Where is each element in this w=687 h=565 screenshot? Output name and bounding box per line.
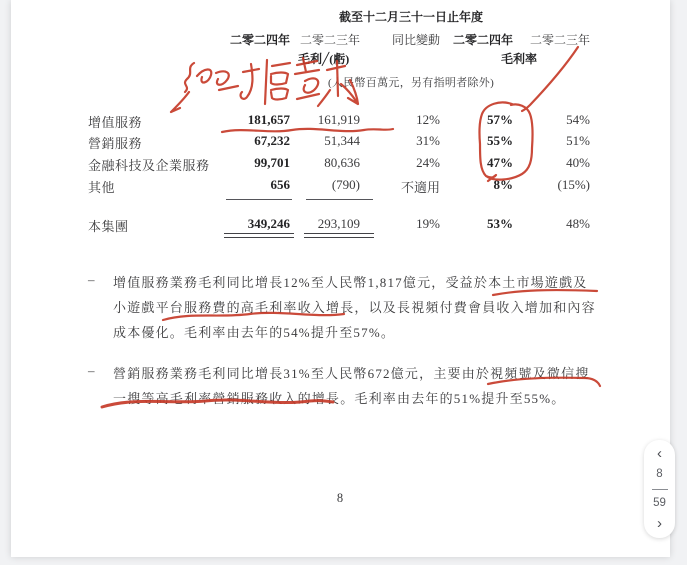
bullet-text-line: 增值服務業務毛利同比增長12%至人民幣1,817億元，受益於本土市場遊戲及 bbox=[113, 275, 588, 290]
previous-page-button[interactable] bbox=[657, 447, 662, 461]
total-yoy: 19% bbox=[416, 216, 440, 231]
row-gp-2023: 161,919 bbox=[317, 112, 360, 127]
col-header-yoy: 同比變動 bbox=[391, 33, 440, 47]
col-header-2023-gp: 二零二三年 bbox=[299, 33, 360, 47]
total-gp-2024: 349,246 bbox=[247, 216, 290, 231]
row-margin-2023: 54% bbox=[566, 112, 590, 127]
page-count-divider bbox=[652, 489, 668, 490]
bullet-text-line: 營銷服務業務毛利同比增長31%至人民幣672億元，主要由於視頻號及微信搜 bbox=[113, 366, 590, 381]
row-gp-2023: 51,344 bbox=[324, 133, 360, 148]
row-margin-2024: 55% bbox=[487, 133, 513, 148]
bullet-marker: – bbox=[88, 363, 95, 378]
table-grand-total-double-rule-left bbox=[224, 233, 294, 238]
table-column-header-row bbox=[88, 31, 590, 51]
row-gp-2024: 181,657 bbox=[247, 112, 290, 127]
chevron-right-icon: › bbox=[657, 515, 662, 532]
bullet-text-line: 小遊戲平台服務費的高毛利率收入增長，以及長視頻付費會員收入增加和內容 bbox=[113, 300, 596, 315]
bullet-text-line: 一搜等高毛利率營銷服務收入的增長。毛利率由去年的51%提升至55%。 bbox=[113, 391, 566, 406]
row-gp-2024: 656 bbox=[270, 177, 290, 192]
table-period-header: 截至十二月三十一日止年度 bbox=[338, 10, 483, 24]
row-margin-2023: 51% bbox=[566, 133, 590, 148]
table-row bbox=[88, 112, 590, 132]
gross-profit-group-header: 毛利╱(虧) bbox=[298, 52, 350, 66]
page-footer-number: 8 bbox=[336, 491, 344, 505]
table-row bbox=[88, 155, 590, 175]
row-yoy: 12% bbox=[416, 112, 440, 127]
row-margin-2023: 40% bbox=[566, 155, 590, 170]
total-margin-2024: 53% bbox=[487, 216, 513, 231]
bullet-text-line: 成本優化。毛利率由去年的54%提升至57%。 bbox=[113, 325, 396, 340]
row-yoy: 不適用 bbox=[400, 180, 440, 195]
row-gp-2024: 99,701 bbox=[254, 155, 290, 170]
unit-note: (人民幣百萬元，另有指明者除外) bbox=[327, 77, 495, 89]
total-pages-number: 59 bbox=[653, 496, 666, 509]
row-gp-2024: 67,232 bbox=[254, 133, 290, 148]
row-margin-2024: 47% bbox=[487, 155, 513, 170]
row-gp-2023: 80,636 bbox=[324, 155, 360, 170]
table-subtotal-rule-left bbox=[226, 199, 292, 200]
chevron-left-icon: ‹ bbox=[657, 445, 662, 462]
row-label: 其他 bbox=[88, 180, 116, 195]
row-yoy: 31% bbox=[416, 133, 440, 148]
table-grand-total-double-rule-right bbox=[304, 233, 374, 238]
col-header-2024-margin: 二零二四年 bbox=[452, 33, 513, 47]
row-label: 金融科技及企業服務 bbox=[88, 158, 210, 173]
row-margin-2024: 8% bbox=[493, 177, 513, 192]
row-label: 增值服務 bbox=[88, 115, 143, 130]
current-page-number: 8 bbox=[656, 468, 663, 481]
row-margin-2023: (15%) bbox=[557, 177, 590, 192]
total-gp-2023: 293,109 bbox=[317, 216, 360, 231]
bullet-marker: – bbox=[88, 272, 95, 287]
page-navigator bbox=[644, 440, 675, 538]
table-subtotal-rule-right bbox=[306, 199, 373, 200]
col-header-2024-gp: 二零二四年 bbox=[229, 33, 290, 47]
col-header-2023-margin: 二零二三年 bbox=[529, 33, 590, 47]
next-page-button[interactable] bbox=[657, 517, 662, 531]
total-margin-2023: 48% bbox=[566, 216, 590, 231]
row-yoy: 24% bbox=[416, 155, 440, 170]
table-row bbox=[88, 177, 590, 197]
row-label: 營銷服務 bbox=[88, 136, 143, 151]
row-gp-2023: (790) bbox=[331, 177, 360, 192]
table-row bbox=[88, 133, 590, 153]
row-margin-2024: 57% bbox=[487, 112, 513, 127]
gross-margin-group-header: 毛利率 bbox=[501, 52, 538, 66]
total-label: 本集團 bbox=[88, 219, 129, 234]
